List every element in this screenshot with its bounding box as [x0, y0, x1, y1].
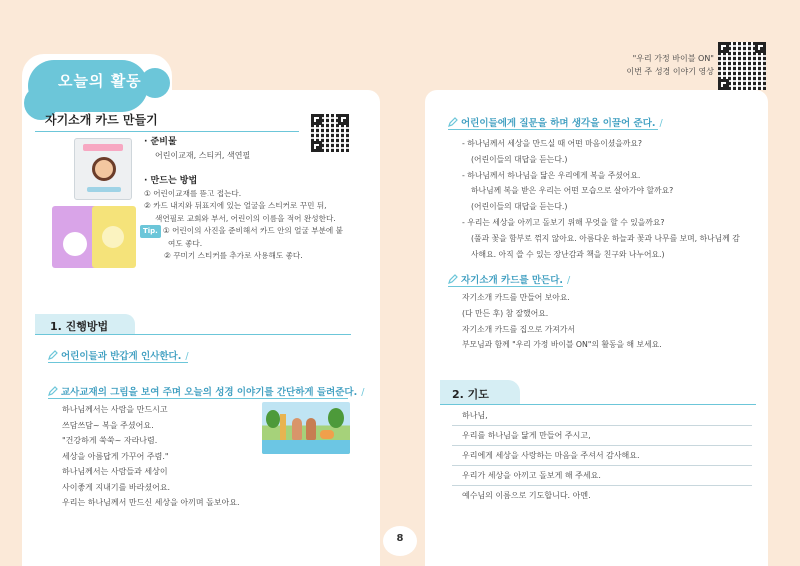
method-step: 색연필로 교회와 부서, 어린이의 이름을 적어 완성한다. — [155, 213, 336, 223]
question-line: - 하나님께서 하나님을 닮은 우리에게 복을 주셨어요. — [462, 170, 641, 180]
story-line: 사이좋게 지내기를 바라셨어요. — [62, 482, 171, 492]
face-illustration — [92, 157, 116, 181]
subhead-questions — [448, 115, 663, 129]
question-line: (어린이들의 대답을 듣는다.) — [471, 154, 568, 164]
section2-title: 2. 기도 — [452, 388, 489, 401]
subhead-greet-text: 어린이들과 반갑게 인사한다. — [61, 351, 182, 362]
method-step: ① 어린이교재를 뜯고 접는다. — [144, 188, 242, 198]
pencil-icon — [448, 117, 458, 127]
page-title: 오늘의 활동 — [58, 72, 142, 90]
question-line: (풀과 꽃을 함부로 꺾지 않아요. 아름다운 하늘과 꽃과 나무를 보며, 하나님께 감 — [471, 233, 740, 243]
page-number: 8 — [396, 533, 404, 544]
prayer-line: 우리를 하나님을 닮게 만들어 주시고, — [452, 426, 752, 446]
story-line: 하나님께서는 사람들과 세상이 — [62, 467, 168, 476]
question-line: 하나님께 복을 받은 우리는 어떤 모습으로 살아가야 할까요? — [471, 186, 674, 196]
materials-block — [144, 136, 250, 162]
animal-shape — [320, 430, 334, 439]
subhead-story-text: 교사교재의 그림을 보여 주며 오늘의 성경 이야기를 간단하게 들려준다. — [61, 387, 358, 398]
pencil-icon — [48, 386, 58, 396]
pencil-icon — [48, 350, 58, 360]
question-line: 사해요. 아직 쓸 수 있는 장난감과 책을 친구와 나누어요.) — [471, 249, 665, 259]
story-line: 세상을 아름답게 가꾸어 주렴." — [62, 451, 169, 461]
story-text — [62, 402, 240, 511]
water-shape — [262, 440, 350, 454]
subhead-underline — [48, 398, 348, 399]
subhead-card-text: 자기소개 카드를 만든다. — [461, 275, 563, 286]
qr-corner — [755, 42, 766, 53]
section1-title: 1. 진행방법 — [50, 320, 109, 333]
subhead-underline — [448, 129, 658, 130]
section-divider — [440, 404, 756, 405]
qr-code-video[interactable] — [718, 42, 766, 90]
booklet-cover-image — [74, 138, 132, 200]
tip-text: 여도 좋다. — [168, 238, 203, 248]
booklet-band — [87, 187, 121, 192]
subhead-slash: / — [567, 275, 571, 286]
qr-corner — [311, 114, 322, 125]
qr-corner — [718, 79, 729, 90]
prayer-line: 예수님의 이름으로 기도합니다. 아멘. — [462, 491, 591, 500]
story-line: 쓰담쓰담~ 복을 주셨어요. — [62, 420, 154, 430]
qr-corner — [311, 141, 322, 152]
question-line: (어린이들의 대답을 듣는다.) — [471, 202, 568, 212]
card-line: 자기소개 카드를 만들어 보아요. — [462, 293, 570, 302]
subhead-underline — [48, 362, 188, 363]
tip-badge: Tip. — [140, 225, 161, 238]
activity-title: 자기소개 카드 만들기 — [45, 113, 158, 127]
prayer-line: 하나님, — [452, 406, 752, 426]
card-back-image — [92, 206, 136, 268]
tip-text: ② 꾸미기 스티커를 추가로 사용해도 좋다. — [164, 251, 303, 260]
card-line: 자기소개 카드를 집으로 가져가서 — [462, 324, 575, 334]
method-block — [144, 175, 364, 263]
section-divider — [35, 334, 351, 335]
video-caption-line2: 이번 주 성경 이야기 영상 — [626, 67, 714, 76]
face-cutout — [63, 232, 87, 256]
qr-corner — [338, 114, 349, 125]
tree-shape — [266, 410, 280, 428]
qr-code-activity[interactable] — [311, 114, 349, 152]
face-cutout — [102, 226, 124, 248]
video-caption — [627, 52, 714, 78]
subhead-slash: / — [361, 387, 365, 398]
subhead-story — [48, 384, 364, 398]
qr-corner — [718, 42, 729, 53]
question-line: - 하나님께서 세상을 만드실 때 어떤 마음이셨을까요? — [462, 139, 642, 148]
prayer-lines — [452, 406, 752, 506]
activity-title-divider — [35, 131, 299, 132]
title-bubble-small — [140, 68, 170, 98]
prayer-line: 우리가 세상을 아끼고 돌보게 해 주세요. — [452, 466, 752, 486]
subhead-questions-text: 어린이들에게 질문을 하며 생각을 이끌어 준다. — [461, 118, 656, 129]
card-line: (다 만든 후) 참 잘했어요. — [462, 308, 549, 318]
tree-shape — [328, 408, 344, 428]
video-caption-line1: "우리 가정 바이블 ON" — [632, 54, 714, 63]
subhead-slash: / — [185, 351, 189, 362]
story-line: 우리는 하나님께서 만드신 세상을 아끼며 돌보아요. — [62, 498, 240, 507]
creation-illustration — [262, 402, 350, 454]
prayer-line: 우리에게 세상을 사랑하는 마음을 주셔서 감사해요. — [452, 446, 752, 466]
materials-label: · 준비물 — [144, 137, 177, 147]
card-line: 부모님과 함께 "우리 가정 바이블 ON"의 활동을 해 보세요. — [462, 340, 662, 350]
subhead-underline — [448, 286, 563, 287]
story-line: "건강하게 쑥쑥~ 자라나렴. — [62, 436, 158, 445]
method-step: ② 카드 내지와 뒤표지에 있는 얼굴을 스티커로 꾸민 뒤, — [144, 201, 327, 210]
card-instructions — [462, 290, 662, 353]
subhead-card — [448, 272, 570, 286]
subhead-slash: / — [659, 118, 663, 129]
giraffe-shape — [280, 414, 286, 440]
story-line: 하나님께서는 사람을 만드시고 — [62, 405, 168, 414]
tip-text: ① 어린이의 사진을 준비해서 카드 안의 얼굴 부분에 붙 — [162, 226, 344, 235]
questions-block — [462, 136, 762, 262]
pencil-icon — [448, 274, 458, 284]
booklet-band — [83, 144, 123, 151]
materials-text: 어린이교재, 스티커, 색연필 — [155, 151, 251, 160]
subhead-greet — [48, 348, 189, 362]
method-label: · 만드는 방법 — [144, 176, 198, 186]
person-shape — [306, 418, 316, 440]
question-line: - 우리는 세상을 아끼고 돌보기 위해 무엇을 할 수 있을까요? — [462, 217, 665, 227]
person-shape — [292, 418, 302, 440]
